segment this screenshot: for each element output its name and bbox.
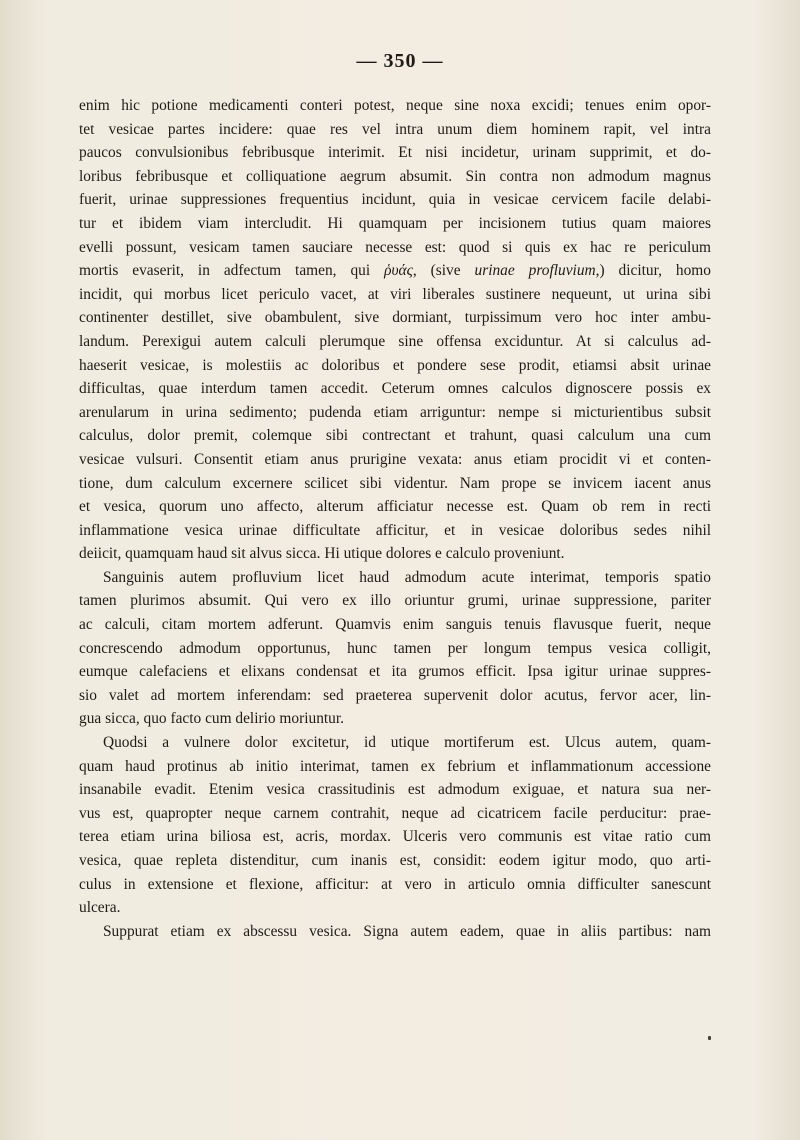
text-line: loribus febribusque et colliquatione aegrum absumit. Sin contra non admodum magnus <box>79 167 711 185</box>
text-line: evelli possunt, vesicam tamen sauciare necesse est: quod si quis ex hac re periculum <box>79 238 711 256</box>
italic-term: ῥυάς <box>384 262 413 280</box>
text-line: tamen plurimos absumit. Qui vero ex illo oriuntur grumi, urinae suppressione, pariter <box>79 592 711 610</box>
text-line: ulcera. <box>79 899 121 917</box>
text-line: tet vesicae partes incidere: quae res vel intra unum diem hominem rapit, vel intra <box>79 120 711 138</box>
text-line: inflammatione vesica urinae difficultate afficitur, et in vesicae doloribus sedes nihil <box>79 521 711 539</box>
text-line: incidit, qui morbus licet periculo vacet, at viri liberales sustinere nequeunt, ut urina sibi <box>79 285 711 303</box>
text-line: vus est, quapropter neque carnem contrahit, neque ad cicatricem facile perducitur: prae- <box>79 804 711 822</box>
text-line: paucos convulsionibus febribusque interimit. Et nisi incidetur, urinam supprimit, et do- <box>79 144 711 162</box>
text-line: sio valet ad mortem inferendam: sed praeterea supervenit dolor acutus, fervor acer, lin- <box>79 686 711 704</box>
text-line: difficultas, quae interdum tamen accedit. Ceterum omnes calculos dignoscere possis ex <box>79 380 711 398</box>
text-line: arenularum in urina sedimento; pudenda etiam arriguntur: nempe si micturientibus subsit <box>79 403 711 421</box>
body-text <box>79 94 711 943</box>
text-line: calculus, dolor premit, colemque sibi contrectant et trahunt, quasi calculum una cum <box>79 427 711 445</box>
text-line: Sanguinis autem profluvium licet haud admodum acute interimat, temporis spatio <box>103 568 711 586</box>
text-line: vesicae vulsuri. Consentit etiam anus prurigine vexata: anus etiam procidit vi et conten- <box>79 450 711 468</box>
italic-term: urinae profluvium <box>474 262 596 280</box>
text-line: tione, dum calculum excernere scilicet sibi videntur. Nam prope se invicem iacent anus <box>79 474 711 492</box>
text-line: concrescendo admodum opportunus, hunc tamen per longum tempus vesica colligit, <box>79 639 711 657</box>
text-line: eumque calefaciens et elixans condensat et ita grumos efficit. Ipsa igitur urinae suppres- <box>79 663 711 681</box>
text-line: Suppurat etiam ex abscessu vesica. Signa autem eadem, quae in aliis partibus: nam <box>103 922 711 940</box>
text-line: et vesica, quorum uno affecto, alterum afficiatur necesse est. Quam ob rem in recti <box>79 498 711 516</box>
text-line: insanabile evadit. Etenim vesica crassitudinis est admodum exiguae, et natura sua ner- <box>79 781 711 799</box>
text-line: terea etiam urina biliosa est, acris, mordax. Ulceris vero communis est vitae ratio cum <box>79 828 711 846</box>
text-line: Quodsi a vulnere dolor excitetur, id utique mortiferum est. Ulcus autem, quam- <box>103 734 711 752</box>
text-line: fuerit, urinae suppressiones frequentius incidunt, quia in vesicae cervicem facile delabi- <box>79 191 711 209</box>
text-line: mortis evaserit, in adfectum tamen, qui ῥυάς, (sive urinae profluvium,) dicitur, homo <box>79 262 711 280</box>
text-line: tur et ibidem viam intercludit. Hi quamquam per incisionem tutius quam maiores <box>79 214 711 232</box>
text-line: deiicit, quamquam haud sit alvus sicca. Hi utique dolores e calculo proveniunt. <box>79 545 565 563</box>
text-line: haeserit vesicae, is molestiis ac doloribus et pondere sese prodit, etiamsi absit urinae <box>79 356 711 374</box>
text-line: quam haud protinus ab initio interimat, tamen ex febrium et inflammationum accessione <box>79 757 711 775</box>
text-line: enim hic potione medicamenti conteri potest, neque sine noxa excidi; tenues enim opor- <box>79 97 711 114</box>
text-line: continenter destillet, sive obambulent, sive dormiant, turpissimum vero hoc inter ambu- <box>79 309 711 327</box>
ink-speck <box>708 1036 711 1040</box>
text-line: gua sicca, quo facto cum delirio moriuntur. <box>79 710 344 728</box>
text-line: culus in extensione et flexione, afficitur: at vero in articulo omnia difficulter sanescunt <box>79 875 711 893</box>
text-line: ac calculi, citam mortem adferunt. Quamvis enim sanguis tenuis flavusque fuerit, neque <box>79 616 711 634</box>
text-line: vesica, quae repleta distenditur, cum inanis est, considit: eodem igitur modo, quo arti- <box>79 852 711 869</box>
page-number: — 350 — <box>356 50 444 72</box>
text-line: landum. Perexigui autem calculi plerumque sine offensa exciduntur. At si calculus ad- <box>79 332 711 350</box>
